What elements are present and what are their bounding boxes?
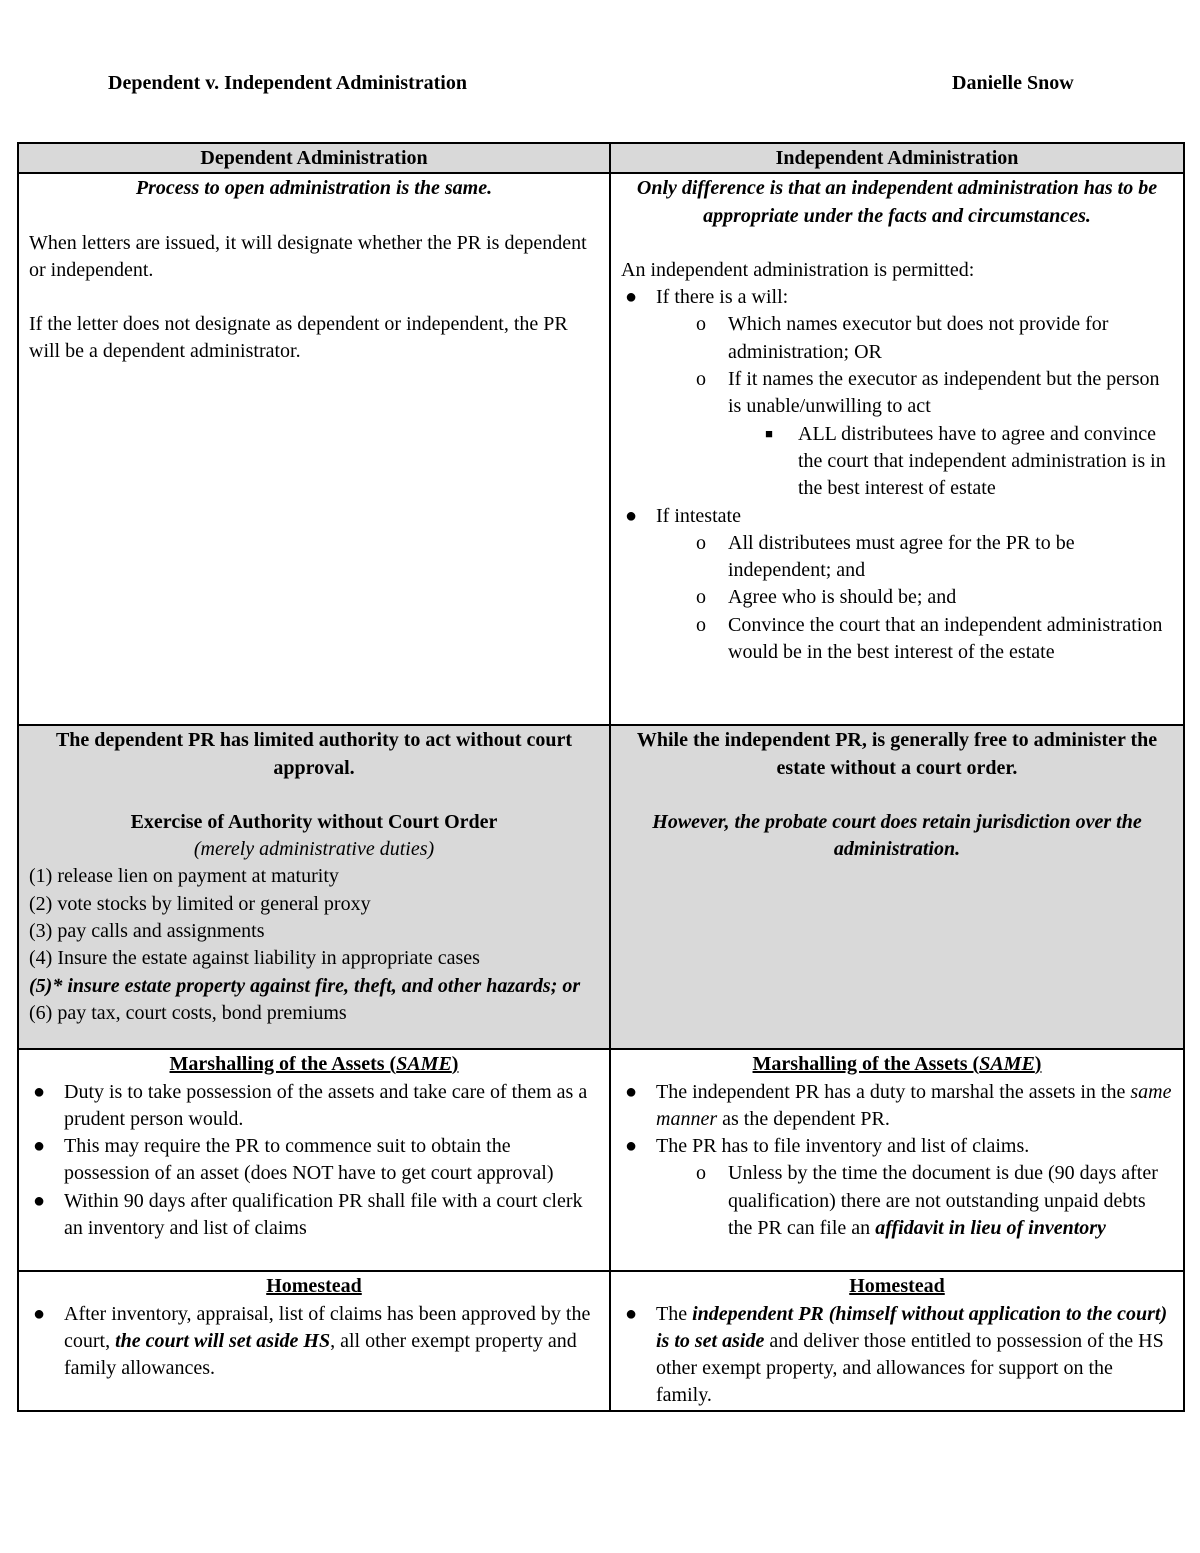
bullet-icon: ● bbox=[32, 1302, 46, 1325]
dependent-homestead-cell bbox=[18, 1271, 610, 1410]
independent-authority-note: However, the probate court does retain jurisdiction over the administration. bbox=[652, 810, 1142, 861]
marshalling-title: Marshalling of the Assets (SAME) bbox=[752, 1053, 1042, 1076]
authority-item-1: (1) release lien on payment at maturity bbox=[29, 865, 339, 888]
bullet-icon: ● bbox=[624, 1302, 638, 1325]
independent-process-intro: An independent administration is permitted: bbox=[621, 258, 975, 281]
list-item: ● This may require the PR to commence suit to obtain the possession of an asset (does NOT have to get court approval) bbox=[29, 1133, 599, 1188]
list-item: o Agree who is should be; and bbox=[621, 584, 1173, 611]
author-name: Danielle Snow bbox=[952, 72, 1074, 94]
list-item: ● The independent PR has a duty to marshal the assets in the same manner as the dependent PR. bbox=[621, 1079, 1173, 1134]
dependent-marshalling-cell bbox=[18, 1049, 610, 1271]
authority-item-4: (4) Insure the estate against liability in appropriate cases bbox=[29, 947, 480, 970]
row-process bbox=[18, 173, 1184, 725]
list-item: ● Duty is to take possession of the assets and take care of them as a prudent person would. bbox=[29, 1079, 599, 1134]
marshalling-title: Marshalling of the Assets (SAME) bbox=[169, 1053, 459, 1076]
authority-item-3: (3) pay calls and assignments bbox=[29, 920, 265, 943]
circle-bullet-icon: o bbox=[696, 531, 706, 554]
dependent-process-p1: When letters are issued, it will designate whether the PR is dependent or independent. bbox=[29, 231, 587, 281]
square-bullet-icon: ■ bbox=[765, 425, 773, 441]
independent-process-cell bbox=[610, 173, 1184, 725]
bullet-icon: ● bbox=[624, 1080, 638, 1103]
list-item: o Unless by the time the document is due (90 days after qualification) there are not outstanding unpaid debts the PR can file an affidavit in lieu of inventory bbox=[621, 1160, 1173, 1242]
circle-bullet-icon: o bbox=[696, 1162, 706, 1185]
circle-bullet-icon: o bbox=[696, 586, 706, 609]
independent-process-heading: Only difference is that an independent administration has to be appropriate under the facts and circumstances. bbox=[636, 177, 1158, 227]
independent-marshalling-cell bbox=[610, 1049, 1184, 1271]
circle-bullet-icon: o bbox=[696, 613, 706, 636]
col-header-dependent: Dependent Administration bbox=[18, 143, 610, 173]
authority-item-5: (5)* insure estate property against fire, theft, and other hazards; or bbox=[29, 974, 581, 997]
list-item: ● The PR has to file inventory and list of claims. bbox=[621, 1133, 1173, 1160]
list-item: ● If there is a will: bbox=[621, 284, 1173, 311]
row-marshalling bbox=[18, 1049, 1184, 1271]
bullet-icon: ● bbox=[32, 1080, 46, 1103]
bullet-icon: ● bbox=[624, 504, 638, 527]
authority-item-2: (2) vote stocks by limited or general proxy bbox=[29, 892, 371, 915]
bullet-icon: ● bbox=[624, 1135, 638, 1158]
list-item: ● After inventory, appraisal, list of claims has been approved by the court, the court will set aside HS, all other exempt property and family allowances. bbox=[29, 1301, 599, 1383]
authority-subheading: Exercise of Authority without Court Order bbox=[130, 810, 498, 833]
dependent-authority-cell bbox=[18, 725, 610, 1049]
independent-authority-cell bbox=[610, 725, 1184, 1049]
col-header-independent: Independent Administration bbox=[610, 143, 1184, 173]
dependent-authority-heading: The dependent PR has limited authority to act without court approval. bbox=[55, 729, 573, 779]
list-item: o If it names the executor as independent but the person is unable/unwilling to act bbox=[621, 366, 1173, 421]
dependent-process-p2: If the letter does not designate as dependent or independent, the PR will be a dependent administrator. bbox=[29, 313, 568, 363]
dependent-process-heading: Process to open administration is the same. bbox=[135, 177, 493, 200]
row-authority bbox=[18, 725, 1184, 1049]
independent-authority-heading: While the independent PR, is generally free to administer the estate without a court order. bbox=[636, 729, 1158, 779]
independent-homestead-cell bbox=[610, 1271, 1184, 1410]
homestead-title: Homestead bbox=[849, 1275, 945, 1298]
homestead-title: Homestead bbox=[266, 1275, 362, 1298]
bullet-icon: ● bbox=[32, 1135, 46, 1158]
authority-subnote: (merely administrative duties) bbox=[193, 838, 435, 861]
authority-item-6: (6) pay tax, court costs, bond premiums bbox=[29, 1001, 347, 1024]
bullet-icon: ● bbox=[32, 1189, 46, 1212]
list-item: ■ ALL distributees have to agree and convince the court that independent administration is in the best interest of estate bbox=[621, 421, 1173, 503]
header-row bbox=[18, 143, 1184, 173]
list-item: ● If intestate bbox=[621, 503, 1173, 530]
dependent-process-cell bbox=[18, 173, 610, 725]
list-item: o Which names executor but does not provide for administration; OR bbox=[621, 311, 1173, 366]
document-title: Dependent v. Independent Administration bbox=[108, 72, 467, 94]
list-item: ● Within 90 days after qualification PR shall file with a court clerk an inventory and list of claims bbox=[29, 1188, 599, 1243]
list-item: o Convince the court that an independent administration would be in the best interest of the estate bbox=[621, 612, 1173, 667]
circle-bullet-icon: o bbox=[696, 368, 706, 391]
circle-bullet-icon: o bbox=[696, 313, 706, 336]
list-item: ● The independent PR (himself without application to the court) is to set aside and deliver those entitled to possession of the HS other exempt property, and allowances for support on the family. bbox=[621, 1301, 1173, 1410]
comparison-table bbox=[17, 142, 1185, 1412]
row-homestead bbox=[18, 1271, 1184, 1410]
list-item: o All distributees must agree for the PR to be independent; and bbox=[621, 530, 1173, 585]
bullet-icon: ● bbox=[624, 286, 638, 309]
